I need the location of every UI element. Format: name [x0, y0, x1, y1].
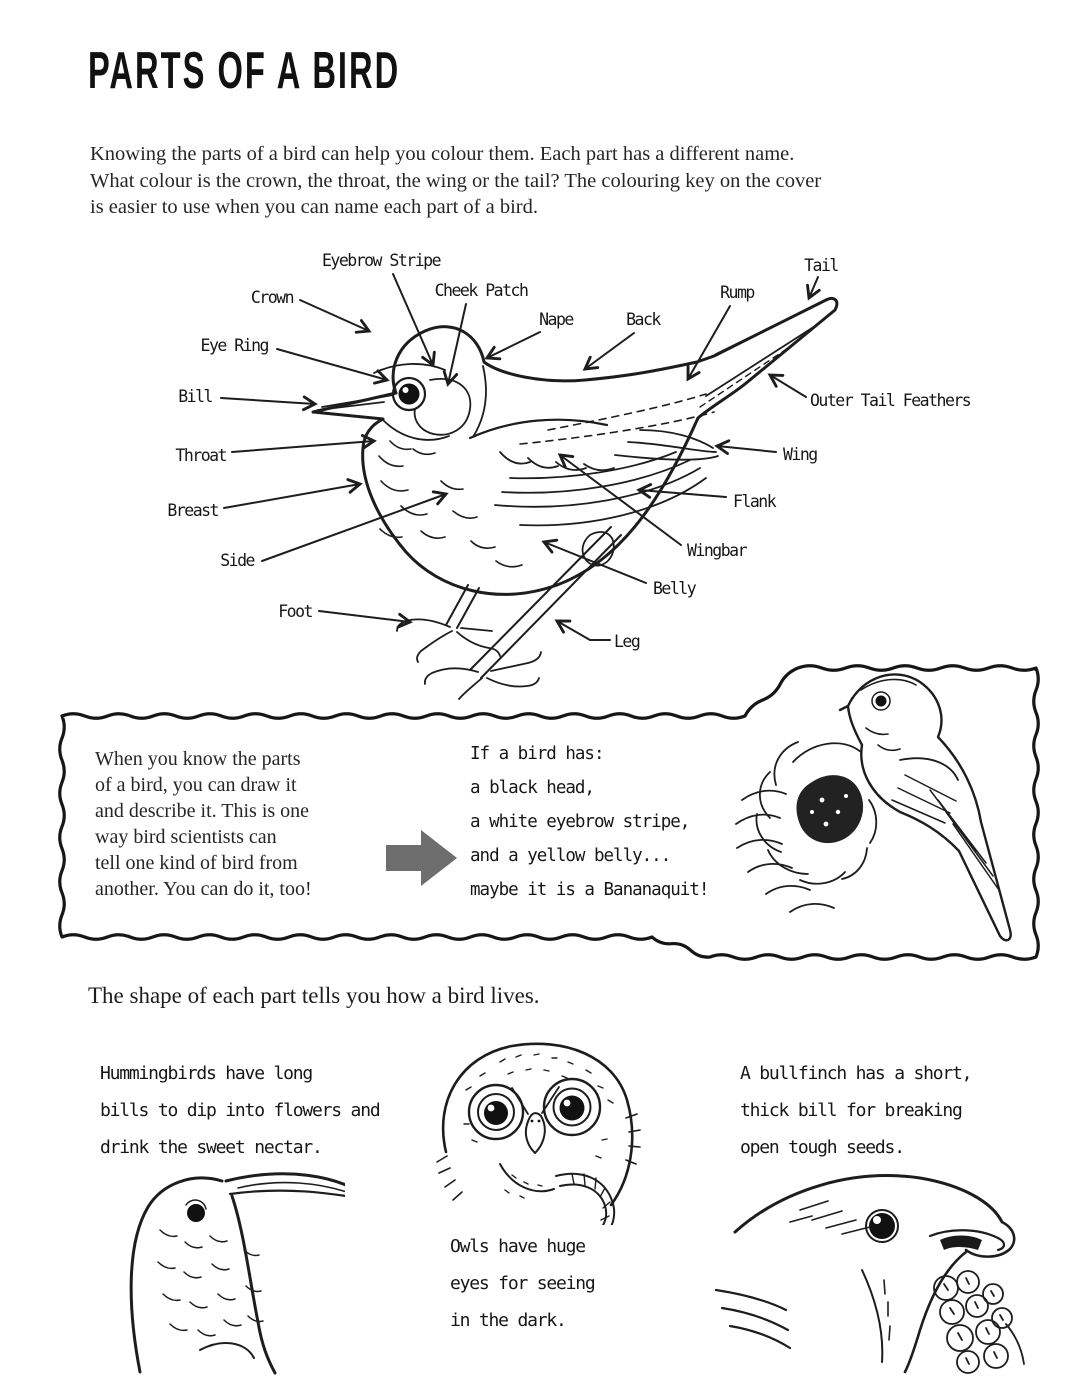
bullfinch-illustration: [715, 1165, 1035, 1380]
arrow-bill: [221, 398, 315, 404]
infobox-right-line: and a yellow belly...: [470, 846, 671, 866]
caption-line: in the dark.: [450, 1310, 566, 1331]
caption-line: thick bill for breaking: [740, 1100, 962, 1121]
diagram-label-throat: Throat: [175, 446, 226, 465]
arrow-cheek-patch: [448, 304, 466, 384]
arrow-back: [585, 333, 634, 369]
owl-caption: [450, 1228, 595, 1339]
diagram-label-belly: Belly: [653, 579, 696, 598]
intro-paragraph: [90, 141, 990, 221]
intro-line: Knowing the parts of a bird can help you colour them. Each part has a different name.: [90, 143, 795, 165]
intro-line: is easier to use when you can name each part of a bird.: [90, 196, 538, 218]
arrow-wing: [717, 446, 776, 452]
diagram-label-bill: Bill: [178, 387, 212, 406]
arrow-leg: [557, 621, 610, 640]
diagram-label-breast: Breast: [167, 501, 218, 520]
diagram-labels: [167, 251, 970, 651]
infobox-right-line: a white eyebrow stripe,: [470, 812, 690, 832]
hummingbird-caption: [100, 1055, 379, 1166]
infobox-right-text: [470, 737, 708, 907]
bird-anatomy-diagram: [0, 230, 1072, 708]
infobox-left-line: When you know the parts: [95, 748, 301, 770]
arrow-nape: [487, 332, 540, 358]
arrow-foot: [319, 611, 410, 622]
diagram-label-cheek-patch: Cheek Patch: [434, 281, 528, 300]
caption-line: Owls have huge: [450, 1236, 585, 1257]
infobox-right-line: maybe it is a Bananaquit!: [470, 880, 709, 900]
arrow-outer-tail-feathers: [770, 375, 806, 397]
infobox-right-line: a black head,: [470, 778, 594, 798]
arrow-eye-ring: [277, 349, 387, 380]
infobox-right-line: If a bird has:: [470, 744, 604, 764]
arrow-rump: [688, 306, 730, 379]
diagram-label-leg: Leg: [614, 632, 640, 651]
diagram-label-back: Back: [626, 310, 660, 329]
diagram-label-nape: Nape: [539, 310, 573, 329]
arrow-flank: [639, 490, 726, 497]
bullfinch-caption: [740, 1055, 971, 1166]
hummingbird-illustration: [85, 1170, 345, 1380]
infobox-left-text: [95, 746, 395, 902]
infobox-left-line: tell one kind of bird from: [95, 852, 298, 874]
caption-line: open tough seeds.: [740, 1137, 904, 1158]
caption-line: Hummingbirds have long: [100, 1063, 313, 1084]
diagram-label-flank: Flank: [733, 492, 776, 511]
infobox-left-line: and describe it. This is one: [95, 800, 310, 822]
arrow-throat: [232, 441, 374, 452]
owl-illustration: [415, 1030, 655, 1225]
infobox-left-line: way bird scientists can: [95, 826, 277, 848]
diagram-label-tail: Tail: [804, 256, 838, 275]
intro-line: What colour is the crown, the throat, the wing or the tail? The colouring key on the cover: [90, 169, 822, 192]
caption-line: eyes for seeing: [450, 1273, 595, 1294]
arrow-crown: [300, 300, 369, 331]
caption-line: drink the sweet nectar.: [100, 1137, 322, 1158]
diagram-label-rump: Rump: [720, 283, 754, 302]
caption-line: bills to dip into flowers and: [100, 1100, 380, 1121]
arrow-side: [262, 494, 446, 561]
diagram-label-wing: Wing: [783, 445, 817, 464]
page-title: PARTS OF A BIRD: [88, 42, 401, 100]
arrow-breast: [224, 484, 360, 508]
diagram-label-foot: Foot: [278, 602, 312, 621]
infobox-left-line: of a bird, you can draw it: [95, 774, 297, 796]
diagram-pointer-arrows: [221, 274, 818, 640]
caption-line: A bullfinch has a short,: [740, 1063, 972, 1084]
diagram-label-wingbar: Wingbar: [687, 541, 747, 560]
diagram-label-eyebrow-stripe: Eyebrow Stripe: [321, 251, 441, 270]
diagram-label-side: Side: [220, 551, 254, 570]
arrow-belly: [544, 542, 646, 583]
diagram-label-eye-ring: Eye Ring: [200, 336, 268, 355]
shape-section-heading: The shape of each part tells you how a bird lives.: [88, 983, 540, 1008]
infobox-left-line: another. You can do it, too!: [95, 878, 312, 900]
diagram-label-outer-tail-feathers: Outer Tail Feathers: [810, 391, 971, 410]
diagram-label-crown: Crown: [250, 288, 293, 307]
arrow-tail: [809, 277, 818, 298]
